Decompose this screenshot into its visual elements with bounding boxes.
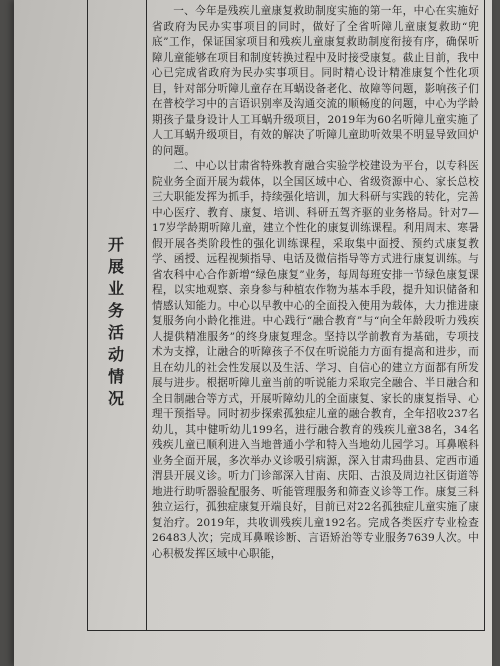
section-label: 开展业务活动情况 (107, 235, 124, 408)
paragraph-1: 一、今年是残疾儿童康复救助制度实施的第一年，中心在实施好省政府为民办实事项目的同时，做好了全省听障儿童康复救助“兜底”工作，保证国家项目和残疾儿童康复救助制度衔接有序，确保听障儿童能够在项目和制度转换过程中及时接受康复。截止目前，我中心已完成省政府为民办实事项目。同时精心设计精准康复个性化项目，针对部分听障儿童存在耳蜗设备老化、故障等问题，影响孩子们在普校学习中的言语识别率及沟通交流的顺畅度的问题，中心为学龄期孩子量身设计人工耳蜗升级项目，2019年为60名听障儿童实施了人工耳蜗升级项目，有效的解决了听障儿童助听效果不明显导致回炉的问题。 (152, 5, 479, 157)
body-text (152, 4, 479, 562)
report-table (87, 0, 485, 631)
content-column (148, 0, 482, 630)
document-page (14, 0, 492, 666)
paragraph-2: 二、中心以甘肃省特殊教育融合实验学校建设为平台，以专科医院业务全面开展为载体，以全国区域中心、省级资源中心、家长总校三大职能发挥为抓手，持续强化培训，加大科研与实践的转化，完善中心医疗、教育、康复、培训、科研五驾齐驱的业务格局。针对7—17岁学龄期听障儿童，建立个性化的康复训练课程。利用周末、寒暑假开展各类阶段性的强化训练课程，采取集中面授、预约式康复教学、函授、远程视频指导、电话及微信指导等方式进行康复训练。与省农科中心合作新增“绿色康复”业务，每周每班安排一节绿色康复课程，以实地观察、亲身参与种植农作物为基本手段，提升知识储备和情感认知能力。中心以早教中心的全面投入使用为载体，大力推进康复服务向小龄化推进。中心践行“融合教育”与“向全年龄段听力残疾人提供精准服务”的终身康复理念。坚持以学前教育为基础，专项技术为支撑，让融合的听障孩子不仅在听说能力方面有提高和进步，而且在幼儿的社会性发展以及生活、学习、自信心的建立方面都有所发展与进步。根据听障儿童当前的听说能力采取完全融合、半日融合和全日制融合等方式，开展听障幼儿的全面康复、家长的康复指导、心理干预指导。同时初步探索孤独症儿童的融合教育，全年招收237名幼儿，其中健听幼儿199名，进行融合教育的残疾儿童38名，34名残疾儿童已顺利进入当地普通小学和特入当地幼儿园学习。耳鼻喉科业务全面开展，多次举办义诊吸引病源，深入甘肃玛曲县、定西市通渭县开展义诊。听力门诊部深入甘南、庆阳、古浪及周边社区街道等地进行助听器验配服务、听能管理服务和筛查义诊等工作。康复三科独立运行，孤独症康复开端良好，目前已对22名孤独症儿童实施了康复治疗。2019年，共收训残疾儿童192名。完成各类医疗专业检查26483人次；完成耳鼻喉诊断、言语矫治等专业服务7639人次。中心积极发挥区域中心职能， (152, 160, 479, 560)
label-column (88, 0, 147, 630)
